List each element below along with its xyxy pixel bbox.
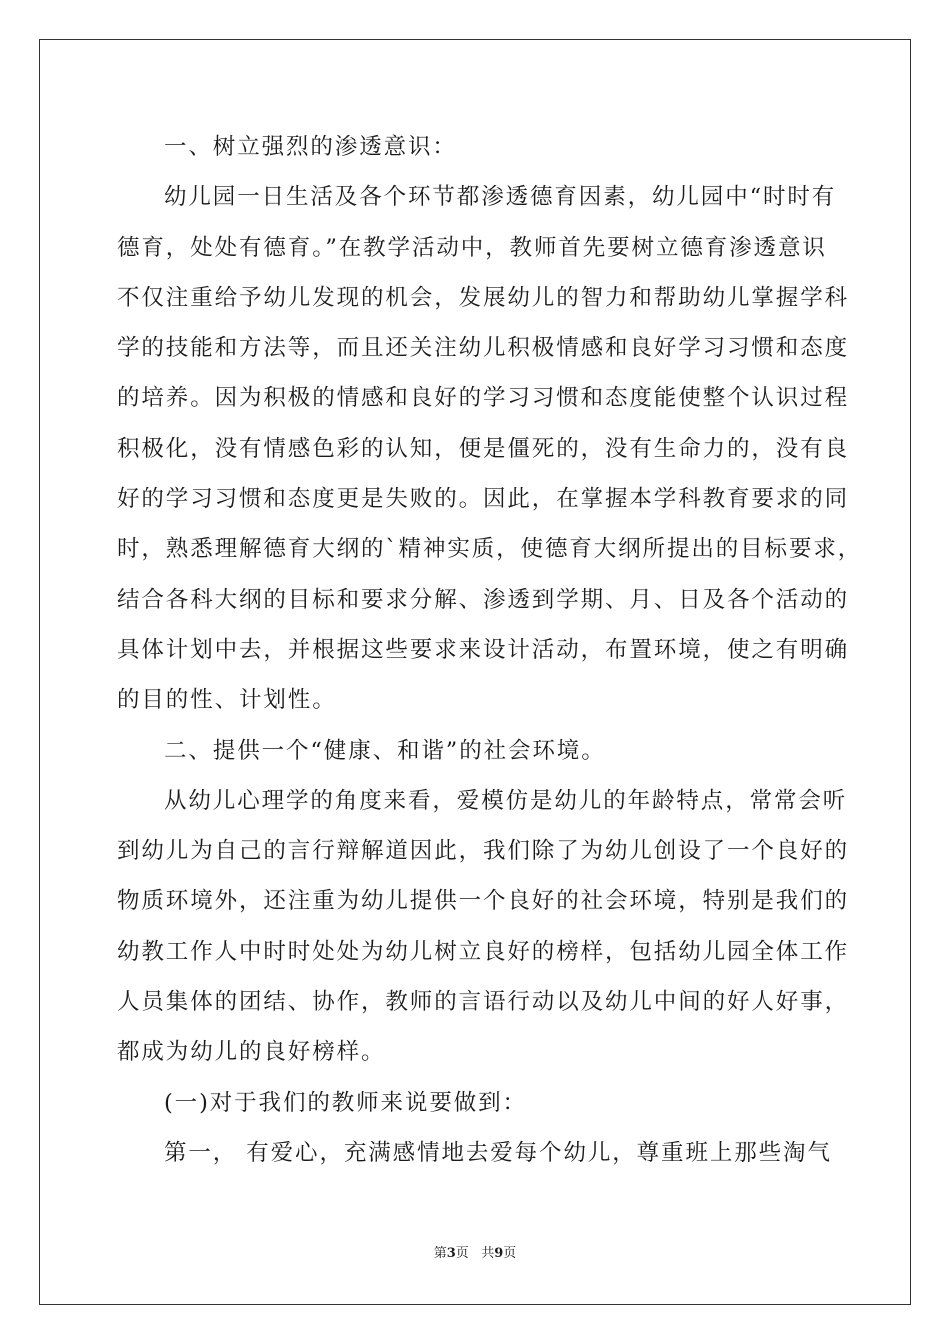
paragraph-line: 都成为幼儿的良好榜样。	[117, 1039, 386, 1066]
heading-2: 二、提供一个“健康、和谐”的社会环境。	[164, 737, 606, 764]
page-prefix: 第	[433, 1246, 447, 1261]
heading-1: 一、树立强烈的渗透意识：	[164, 134, 457, 160]
current-page-number: 3	[446, 1246, 456, 1261]
paragraph-line: 物质环境外，还注重为幼儿提供一个良好的社会环境，特别是我们的	[117, 888, 850, 915]
paragraph-line: 结合各科大纲的目标和要求分解、渗透到学期、月、日及各个活动的	[117, 586, 850, 613]
paragraph-line: 的培养。因为积极的情感和良好的学习习惯和态度能使整个认识过程	[117, 385, 850, 412]
paragraph-line: 第一， 有爱心，充满感情地去爱每个幼儿，尊重班上那些淘气	[164, 1139, 832, 1166]
paragraph-line: 从幼儿心理学的角度来看，爱模仿是幼儿的年龄特点，常常会听	[164, 787, 848, 814]
document-body	[117, 122, 863, 1178]
paragraph-line: 具体计划中去，并根据这些要求来设计活动，布置环境，使之有明确	[117, 636, 850, 663]
paragraph-line: 幼儿园一日生活及各个环节都渗透德育因素，幼儿园中“时时有	[164, 184, 837, 211]
paragraph-line: 的目的性、计划性。	[117, 687, 337, 714]
subheading: (一)对于我们的教师来说要做到：	[164, 1089, 527, 1116]
paragraph-line: 到幼儿为自己的言行辩解道因此，我们除了为幼儿创设了一个良好的	[117, 838, 850, 865]
paragraph-line: 学的技能和方法等，而且还关注幼儿积极情感和良好学习习惯和态度	[117, 335, 850, 362]
page-footer	[0, 1245, 950, 1263]
paragraph-line: 德育，处处有德育。”在教学活动中，教师首先要树立德育渗透意识	[117, 234, 827, 261]
paragraph-line: 积极化，没有情感色彩的认知，便是僵死的，没有生命力的，没有良	[117, 435, 850, 462]
paragraph-line: 幼教工作人中时时处处为幼儿树立良好的榜样，包括幼儿园全体工作	[117, 938, 850, 965]
paragraph-line: 好的学习习惯和态度更是失败的。因此，在掌握本学科教育要求的同	[117, 486, 850, 513]
total-suffix: 页	[503, 1246, 517, 1261]
paragraph-line: 人员集体的团结、协作，教师的言语行动以及幼儿中间的好人好事，	[117, 989, 850, 1016]
total-page-number: 9	[494, 1246, 504, 1261]
total-prefix: 共	[481, 1246, 495, 1261]
page-suffix: 页	[455, 1246, 469, 1261]
paragraph-line: 时，熟悉理解德育大纲的`精神实质，使德育大纲所提出的目标要求，	[117, 536, 863, 563]
paragraph-line: 不仅注重给予幼儿发现的机会，发展幼儿的智力和帮助幼儿掌握学科	[117, 284, 850, 311]
